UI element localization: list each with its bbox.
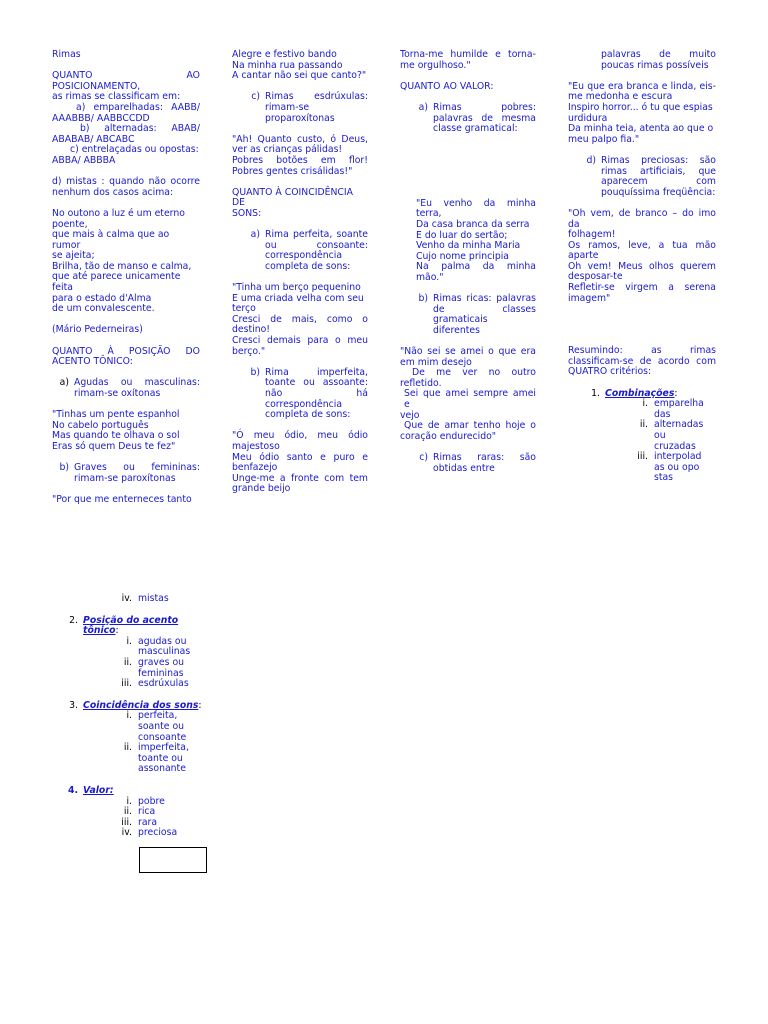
subitem-marker: iii. [121,678,132,690]
poem-line: E do luar do sertão; [416,229,508,241]
poem-line: Da casa branca da serra [416,218,530,230]
poem-line: No outono a luz é um eterno [52,207,185,219]
subitem-marker: ii. [123,806,132,818]
poem-line: "Tinha um berço pequenino [232,282,361,294]
list-marker: b) [250,366,260,378]
outline-label: Combinações [605,387,675,399]
list-text: Rimas raras: são obtidas entre [433,452,536,474]
poem-line: "Ah! Quanto custo, ó Deus, [232,133,368,145]
outline-item-4 [62,786,232,797]
summary-text: Resumindo: as rimas classificam-se de acordo com QUATRO critérios: [568,345,716,378]
poem-line: Na minha rua passando [232,59,343,71]
poem-line: Os ramos, leve, a tua mão [568,239,716,251]
subitem-marker: ii. [639,419,648,431]
outline-subitem [628,420,716,452]
list-text: Rimas ricas: palavras de classes gramaticais diferentes [433,293,536,336]
list-text: Agudas ou masculinas: rimam-se oxítonas [74,377,200,399]
list-text: Rima perfeita, soante ou consoante: correspondência completa de sons: [265,229,368,272]
poem-line: poente, [52,218,88,230]
poem-3-start: "Por que me enterneces tanto [52,493,192,505]
list-text: Rima imperfeita, toante ou assoante: não há correspondência completa de sons: [265,366,368,421]
outline-item-1: 1. Combinações: [568,389,716,400]
subitem-marker: i. [126,635,132,647]
poem-line: ver as crianças pálidas! [232,144,343,156]
tonic-b [52,463,200,484]
subitem-text: pobre [138,795,165,807]
subitem-text: rara [138,816,158,828]
subitem-marker: iii. [121,816,132,828]
poem-line: me medonha e escura [568,91,673,103]
subitem-text: agudas ou masculinas [138,635,191,658]
poem-line: benfazejo [232,462,278,474]
poem-4 [232,135,368,177]
list-text: Rimas preciosas: são rimas artificiais, que aparecem com pouquíssima freqüência: [601,154,716,198]
poem-line: refletido. [400,377,442,389]
valor-b [400,294,536,336]
poem-line: Mas quando te olhava o sol [52,430,180,442]
poem-line: Cujo nome principia [416,250,509,262]
poem-2 [52,410,200,452]
subitem-text: interpoladas ou opostas [654,451,702,484]
poem-line: Pobres botões em flor! [232,154,368,166]
outline-2-subitems [62,637,232,690]
poem-line: mão." [416,271,444,283]
poem-line: Alegre e festivo bando [232,49,337,60]
poem-6 [232,431,368,495]
poem-line: me orgulhoso." [400,59,471,71]
outline-subitem [112,658,232,679]
poem-line: Refletir-se virgem a serena [568,282,716,294]
outline-label: Coincidência dos sons [83,699,199,711]
poem-line: Torna-me humilde e torna- [400,49,536,60]
list-marker: c) [419,452,428,463]
coinc-a [232,230,368,272]
subitem-text: preciosa [138,827,178,839]
poem-line: que até parece unicamente [52,271,181,283]
poem-line: "Tinhas um pente espanhol [52,409,180,421]
coinc-b [232,368,368,421]
list-marker: b) [59,462,69,474]
subitem-marker: ii. [123,742,132,754]
outline-subitem [112,679,232,690]
valor-c-cont: palavras de muito poucas rimas possíveis [601,49,716,71]
subitem-text: rica [138,806,156,818]
outline-number: 4. [67,784,78,796]
subitem-text: emparelhadas [654,398,704,420]
outline-item-3: 3. Coincidência dos sons: [62,701,232,712]
poem-line: aparte [568,250,599,262]
poem-7 [400,199,536,284]
position-b-cont: ABABAB/ ABCABC [52,133,135,145]
outline-item-2: 2. Posição do acento tônico: [62,616,232,637]
poem-line: Oh vem! Meus olhos querem [568,260,716,272]
poem-line: De me ver no outro [412,367,536,379]
position-c: c) entrelaçadas ou opostas: [70,144,199,156]
valor-d [568,156,716,198]
outline-4-subitems [62,797,232,839]
outline-subitem [112,743,232,775]
subitem-marker: iv. [121,593,132,604]
poem-line: Pobres gentes crisálidas!" [232,165,353,177]
column-4 [568,50,716,484]
outline-subitem [628,452,716,484]
poem-line: Sei que amei sempre amei e [404,388,536,411]
subitem-text: graves ou femininas [138,656,185,679]
poem-line: "Eu venho da minha [416,197,536,209]
poem-line: terra, [416,208,442,220]
subitem-text: alternadas ou cruzadas [654,419,704,452]
outline-subitem [62,594,232,605]
doc-title: Rimas [52,49,81,60]
outline-continuation [62,594,232,839]
list-text: Rimas esdrúxulas: rimam-se proparoxítonas [265,91,368,124]
poem-line: Cresci de mais, como o [232,313,368,325]
position-c-cont: ABBA/ ABBBA [52,154,116,166]
selection-box [139,847,207,873]
poem-line: No cabelo português [52,419,149,431]
poem-line: Na palma da minha [416,261,536,273]
section-heading-coincidence: QUANTO À COINCIDÊNCIA DE [232,186,354,209]
poem-line: desposar-te [568,271,623,283]
poem-line: feita [52,282,73,294]
poem-line: se ajeita; [52,250,95,262]
outline-1-subitems [568,399,716,484]
outline-number: 2. [69,614,78,626]
list-text: Graves ou femininas: rimam-se paroxítonas [74,462,200,484]
subitem-text: mistas [138,593,169,604]
list-marker: a) [59,377,69,389]
outline-number: 1. [591,387,600,399]
poem-1-author: (Mário Pederneiras) [52,324,143,336]
subitem-text: esdrúxulas [138,678,189,690]
position-b: b) alternadas: ABAB/ [80,123,200,135]
valor-c [400,453,536,474]
position-intro: as rimas se classificam em: [52,91,181,103]
section-heading-tonic: QUANTO À POSIÇÃO DO [52,345,200,357]
poem-line: A cantar não sei que canto?" [232,70,367,82]
outline-label: Posição do acento tônico [83,614,179,637]
poem-line: Meu ódio santo e puro e [232,451,368,463]
poem-9 [568,82,716,146]
subitem-text: perfeita, soante ou consoante [138,710,187,743]
position-d: d) mistas : quando não ocorre [52,176,200,188]
poem-line: meu palpo fia." [568,133,640,145]
poem-line: destino! [232,324,271,336]
subitem-marker: i. [126,710,132,722]
poem-line: "Não sei se amei o que era [400,346,536,358]
poem-line: berço." [232,345,266,357]
list-marker: d) [586,154,596,166]
list-marker: a) [250,229,260,241]
position-d-cont: nenhum dos casos acima: [52,186,174,198]
section-heading-value: QUANTO AO VALOR: [400,80,494,92]
poem-line: "Oh vem, de branco – do imo da [568,207,716,230]
poem-line: imagem" [568,292,611,304]
poem-line: "Ó meu ódio, meu ódio [232,430,368,442]
column-2 [232,50,368,495]
tonic-a [52,378,200,399]
poem-line: Que de amar tenho hoje o [404,420,536,432]
poem-1 [52,209,200,315]
poem-line: majestoso [232,440,280,452]
poem-line: em mim desejo [400,356,472,368]
poem-line: Inspiro horror... ó tu que espias [568,101,713,113]
poem-line: urdidura [568,112,608,124]
list-marker: a) [418,101,428,113]
poem-line: terço [232,303,256,315]
poem-line: que mais à calma que ao rumor [52,229,170,251]
poem-line: grande beijo [232,483,291,495]
poem-line: coração endurecido" [400,430,497,442]
poem-line: para o estado d'Alma [52,292,152,304]
poem-8 [400,347,536,442]
subitem-marker: iii. [637,451,648,463]
outline-subitem [112,711,232,743]
subitem-marker: ii. [123,656,132,668]
poem-line: Da minha teia, atenta ao que o [568,123,714,135]
list-text: Rimas pobres: palavras de mesma classe gramatical: [433,101,536,135]
column-3 [400,50,536,474]
subitem-marker: i. [126,795,132,807]
poem-line: folhagem! [568,229,616,241]
poem-line: Cresci demais para o meu [232,335,368,347]
poem-line: Brilha, tão de manso e calma, [52,260,192,272]
poem-line: de um convalescente. [52,303,155,315]
subitem-marker: i. [642,398,648,410]
valor-a [400,103,536,135]
poem-line: vejo [400,409,420,421]
poem-line: "Eu que era branca e linda, eis- [568,80,716,92]
section-heading-position: QUANTO AO POSICIONAMENTO, [52,70,200,92]
position-a-cont: AAABBB/ AABBCCDD [52,112,150,124]
list-marker: c) [251,91,260,103]
column-1 [52,50,200,506]
subitem-text: imperfeita, toante ou assonante [138,742,189,775]
outline-label: Valor: [83,784,114,796]
section-heading-tonic-cont: ACENTO TÔNICO: [52,356,133,368]
poem-line: Eras só quem Deus te fez" [52,440,176,452]
poem-line: Venho da minha Maria [416,240,521,252]
outline-3-subitems [62,711,232,775]
poem-line: Unge-me a fronte com tem [232,472,368,484]
list-marker: b) [418,293,428,305]
poem-10 [568,209,716,304]
poem-line: E uma criada velha com seu [232,292,364,304]
section-heading-coincidence-cont: SONS: [232,207,262,219]
outline-subitem [112,637,232,658]
outline-subitem [112,828,232,839]
outline-subitem [628,399,716,420]
outline-number: 3. [69,699,78,711]
tonic-c [232,92,368,124]
poem-5 [232,283,368,357]
subitem-marker: iv. [121,827,132,839]
position-a: a) emparelhadas: AABB/ [76,101,200,113]
